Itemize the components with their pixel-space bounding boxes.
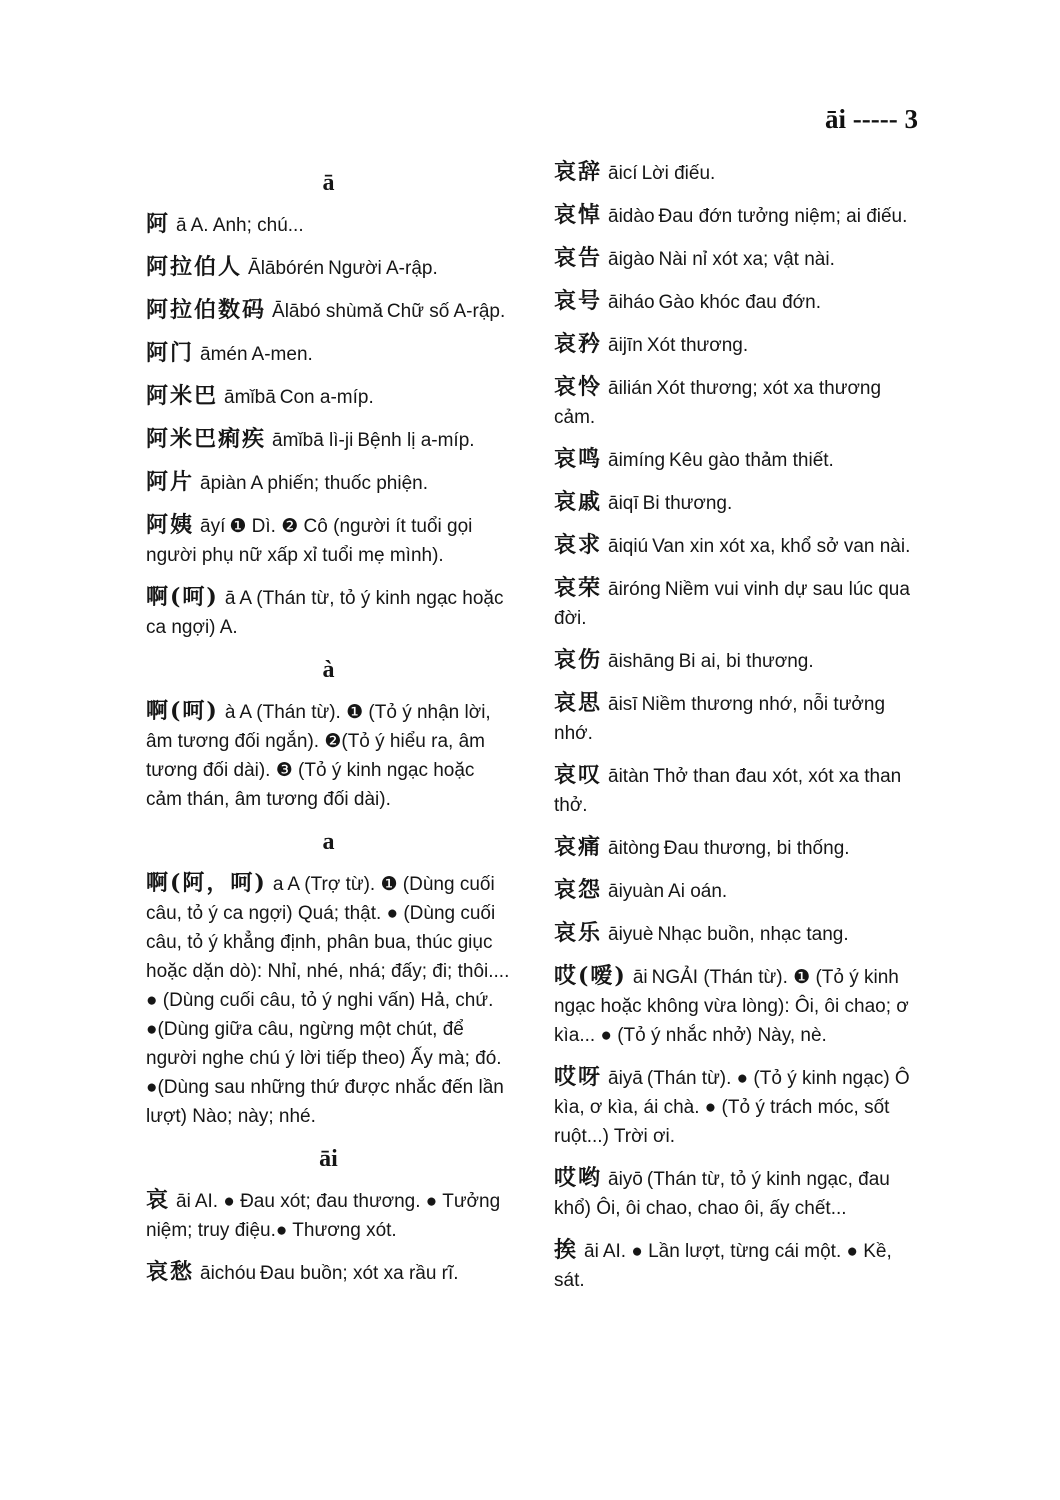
dictionary-entry bbox=[554, 287, 919, 317]
definition: Nài nỉ xót xa; vật nài. bbox=[658, 249, 835, 270]
dictionary-entry bbox=[554, 1164, 919, 1223]
dictionary-entry bbox=[554, 919, 919, 949]
dictionary-entry bbox=[146, 210, 511, 240]
dictionary-entry bbox=[146, 869, 511, 1131]
definition: Người A-rập. bbox=[328, 258, 438, 279]
pinyin: āiqī bbox=[608, 493, 639, 514]
dictionary-entry bbox=[554, 962, 919, 1050]
pinyin: āmén bbox=[200, 344, 248, 365]
definition: Đau đớn tưởng niệm; ai điếu. bbox=[658, 206, 908, 227]
headword: 哀 bbox=[146, 1187, 171, 1213]
left-column bbox=[146, 158, 511, 1301]
definition: A (Trợ từ). ❶ (Dùng cuối câu, tỏ ý ca ngợi) Quá; thật. ● (Dùng cuối câu, tỏ ý khẳng định, phân bua, thúc giục hoặc dặn dò): Nhỉ, nhé, nhá; đấy; đi; thôi.... ● (Dùng cuối câu, tỏ ý nghi vấn) Hả, chứ. ●(Dùng giữa câu, ngừng một chút, để người nghe chú ý lời tiếp theo) Ấy mà; đó. ●(Dùng sau những thứ được nhắc đến lần lượt) Nào; này; nhé. bbox=[146, 874, 510, 1127]
pinyin: āi bbox=[176, 1191, 191, 1212]
dictionary-entry bbox=[146, 511, 511, 570]
definition: Đau buồn; xót xa rầu rĩ. bbox=[260, 1263, 459, 1284]
dictionary-entry bbox=[554, 373, 919, 432]
dictionary-entry bbox=[554, 531, 919, 561]
headword: 哀告 bbox=[554, 245, 603, 271]
headword: 哀戚 bbox=[554, 489, 603, 515]
definition: Con a-míp. bbox=[279, 387, 374, 408]
dictionary-entry bbox=[146, 583, 511, 642]
pinyin: Ālābó shùmǎ bbox=[272, 301, 383, 322]
pinyin: āicí bbox=[608, 163, 638, 184]
pinyin: a bbox=[272, 874, 284, 895]
headword: 哀愁 bbox=[146, 1259, 195, 1285]
dictionary-entry bbox=[146, 1258, 511, 1288]
section-heading: āi bbox=[319, 1146, 338, 1172]
dictionary-entry bbox=[146, 296, 511, 326]
pinyin: āijīn bbox=[608, 335, 643, 356]
pinyin: āidào bbox=[608, 206, 655, 227]
definition: Gào khóc đau đớn. bbox=[658, 292, 821, 313]
pinyin: āitàn bbox=[608, 766, 650, 787]
section-heading: à bbox=[322, 657, 335, 683]
pinyin: āmǐbā bbox=[224, 387, 276, 408]
headword: 阿拉伯数码 bbox=[146, 297, 267, 323]
pinyin: āishāng bbox=[608, 651, 675, 672]
definition: A (Thán từ). ❶ (Tỏ ý nhận lời, âm tương đối ngắn). ❷(Tỏ ý hiểu ra, âm tương đối dài). ❸ (Tỏ ý kinh ngạc hoặc cảm thán, âm tương đối dài). bbox=[146, 702, 491, 810]
pinyin: āiyuàn bbox=[608, 881, 665, 902]
dictionary-entry bbox=[554, 244, 919, 274]
dictionary-entry bbox=[554, 833, 919, 863]
pinyin: āpiàn bbox=[200, 473, 247, 494]
dictionary-entry bbox=[554, 761, 919, 820]
definition: Ai oán. bbox=[668, 881, 728, 902]
headword: 哀怜 bbox=[554, 374, 603, 400]
dictionary-entry bbox=[146, 468, 511, 498]
definition: Chữ số A-rập. bbox=[386, 301, 506, 322]
headword: 阿米巴 bbox=[146, 383, 219, 409]
definition: Niềm thương nhớ, nỗi tưởng nhớ. bbox=[554, 694, 886, 744]
pinyin: āyí bbox=[200, 516, 226, 537]
headword: 哀怨 bbox=[554, 877, 603, 903]
headword: 哀鸣 bbox=[554, 446, 603, 472]
pinyin: āiqiú bbox=[608, 536, 649, 557]
definition: Bệnh lị a-míp. bbox=[357, 430, 475, 451]
definition: Xót thương; xót xa thương cảm. bbox=[554, 378, 882, 428]
definition: A-men. bbox=[251, 344, 313, 365]
dictionary-entry bbox=[554, 646, 919, 676]
dictionary-entry bbox=[554, 488, 919, 518]
dictionary-entry bbox=[146, 425, 511, 455]
dictionary-entry bbox=[146, 382, 511, 412]
section-heading: ā bbox=[322, 170, 335, 196]
headword: 哎呀 bbox=[554, 1064, 603, 1090]
definition: Nhạc buồn, nhạc tang. bbox=[657, 924, 849, 945]
headword: 哀号 bbox=[554, 288, 603, 314]
definition: Bi ai, bi thương. bbox=[678, 651, 814, 672]
dictionary-entry bbox=[554, 445, 919, 475]
pinyin: āiyā bbox=[608, 1068, 643, 1089]
dictionary-entry bbox=[554, 876, 919, 906]
headword: 阿米巴痢疾 bbox=[146, 426, 267, 452]
definition: Niềm vui vinh dự sau lúc qua đời. bbox=[554, 579, 910, 629]
headword: 哀辞 bbox=[554, 159, 603, 185]
pinyin: ā bbox=[224, 588, 236, 609]
pinyin: āi bbox=[584, 1241, 599, 1262]
headword: 啊(呵) bbox=[146, 584, 219, 610]
definition: (Thán từ). ● (Tỏ ý kinh ngạc) Ô kìa, ơ kìa, ái chà. ● (Tỏ ý trách móc, sốt ruột...) Trời ơi. bbox=[554, 1068, 910, 1147]
headword: 哀求 bbox=[554, 532, 603, 558]
headword: 挨 bbox=[554, 1237, 579, 1263]
definition: A phiến; thuốc phiện. bbox=[250, 473, 428, 494]
pinyin: āitòng bbox=[608, 838, 660, 859]
definition: NGẢI (Thán từ). ❶ (Tỏ ý kinh ngạc hoặc không vừa lòng): Ôi, ôi chao; ơ kìa... ● (Tỏ ý nhắc nhở) Này, nè. bbox=[554, 967, 909, 1046]
definition: Kêu gào thảm thiết. bbox=[669, 450, 834, 471]
dictionary-entry bbox=[146, 697, 511, 814]
definition: AI. ● Lần lượt, từng cái một. ● Kề, sát. bbox=[554, 1241, 892, 1291]
dictionary-entry bbox=[146, 339, 511, 369]
definition: A (Thán từ, tỏ ý kinh ngạc hoặc ca ngợi) A. bbox=[146, 588, 504, 638]
headword: 阿门 bbox=[146, 340, 195, 366]
pinyin: à bbox=[224, 702, 236, 723]
dictionary-entry bbox=[554, 1063, 919, 1151]
headword: 哀思 bbox=[554, 690, 603, 716]
definition: AI. ● Đau xót; đau thương. ● Tưởng niệm; truy điệu.● Thương xót. bbox=[146, 1191, 501, 1241]
dictionary-entry bbox=[554, 689, 919, 748]
headword: 哎哟 bbox=[554, 1165, 603, 1191]
pinyin: āiháo bbox=[608, 292, 655, 313]
definition: Bi thương. bbox=[642, 493, 733, 514]
dictionary-entry bbox=[146, 253, 511, 283]
definition: (Thán từ, tỏ ý kinh ngạc, đau khổ) Ôi, ôi chao, chao ôi, ấy chết... bbox=[554, 1169, 890, 1219]
pinyin: āichóu bbox=[200, 1263, 257, 1284]
headword: 啊(阿，呵) bbox=[146, 870, 267, 896]
right-column bbox=[554, 158, 919, 1308]
headword: 阿拉伯人 bbox=[146, 254, 243, 280]
headword: 哀矜 bbox=[554, 331, 603, 357]
headword: 哀乐 bbox=[554, 920, 603, 946]
dictionary-entry bbox=[554, 1236, 919, 1295]
headword: 阿 bbox=[146, 211, 171, 237]
pinyin: āiróng bbox=[608, 579, 661, 600]
pinyin: Ālābórén bbox=[248, 258, 325, 279]
dictionary-entry bbox=[146, 1186, 511, 1245]
definition: Thở than đau xót, xót xa than thở. bbox=[554, 766, 902, 816]
pinyin: āigào bbox=[608, 249, 655, 270]
pinyin: āiyō bbox=[608, 1169, 643, 1190]
pinyin: āiyuè bbox=[608, 924, 654, 945]
page-header: āi ----- 3 bbox=[825, 104, 918, 134]
headword: 哀伤 bbox=[554, 647, 603, 673]
definition: Van xin xót xa, khổ sở van nài. bbox=[652, 536, 911, 557]
pinyin: āilián bbox=[608, 378, 653, 399]
section-heading: a bbox=[322, 829, 335, 855]
pinyin: ā bbox=[176, 215, 187, 236]
pinyin: āi bbox=[632, 967, 648, 988]
definition: Đau thương, bi thống. bbox=[663, 838, 850, 859]
headword: 阿片 bbox=[146, 469, 195, 495]
definition: ❶ Dì. ❷ Cô (người ít tuổi gọi người phụ nữ xấp xỉ tuổi mẹ mình). bbox=[146, 516, 473, 566]
headword: 哀叹 bbox=[554, 762, 603, 788]
headword: 哀悼 bbox=[554, 202, 603, 228]
pinyin: āisī bbox=[608, 694, 638, 715]
dictionary-entry bbox=[554, 201, 919, 231]
headword: 哀痛 bbox=[554, 834, 603, 860]
pinyin: āimíng bbox=[608, 450, 666, 471]
definition: A. Anh; chú... bbox=[190, 215, 304, 236]
dictionary-entry bbox=[554, 330, 919, 360]
definition: Xót thương. bbox=[646, 335, 749, 356]
dictionary-entry bbox=[554, 158, 919, 188]
headword: 哀荣 bbox=[554, 575, 603, 601]
definition: Lời điếu. bbox=[641, 163, 716, 184]
headword: 哎(嗳) bbox=[554, 963, 627, 989]
pinyin: āmǐbā lì-ji bbox=[272, 430, 354, 451]
headword: 啊(呵) bbox=[146, 698, 219, 724]
dictionary-entry bbox=[554, 574, 919, 633]
headword: 阿姨 bbox=[146, 512, 195, 538]
